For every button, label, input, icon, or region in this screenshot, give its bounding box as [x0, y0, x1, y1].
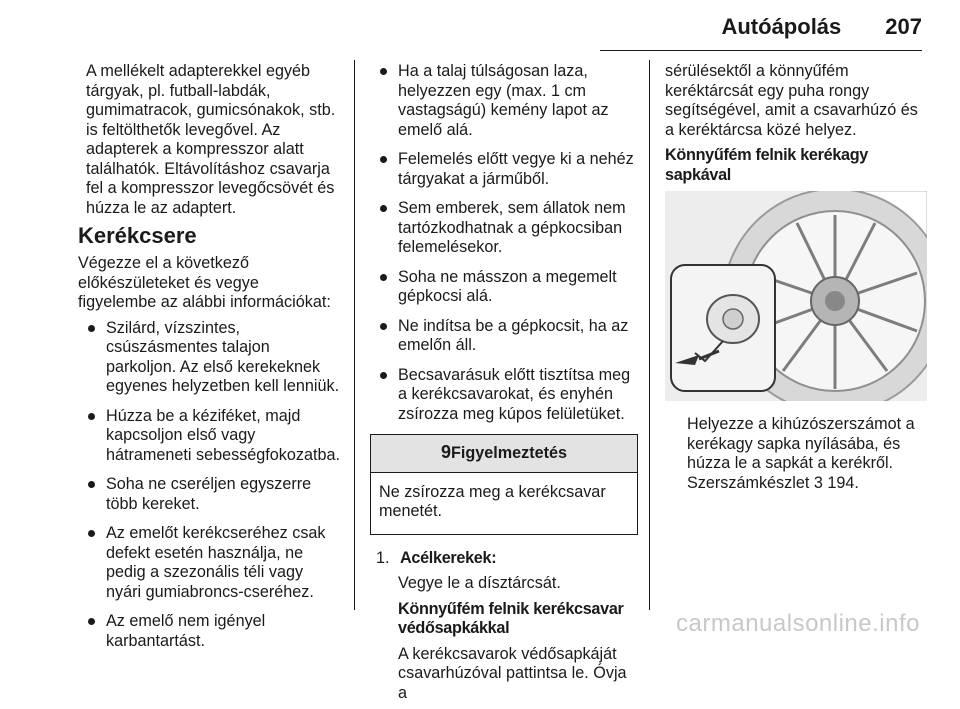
warning-text: Ne zsírozza meg a kerékcsavar menetét.: [379, 482, 606, 520]
warning-icon: 9: [440, 442, 451, 462]
column-divider-1: [354, 60, 355, 610]
page-number: 207: [885, 14, 922, 39]
list-item: Húzza be a kéziféket, majd kapcsoljon első vagy hátrameneti sebességfokozatba.: [78, 407, 340, 466]
intro-paragraph: A mellékelt adapterekkel egyéb tárgyak, pl. futball-labdák, gumimatracok, gumicsónakok, stb. is feltölthetők levegővel. Az adapterek a kompresszor alatt találhatók. Eltávolításhoz csavarja fel a kompresszor levegőcsövét és húzza le az adaptert.: [86, 62, 336, 217]
list-item: Soha ne másszon a megemelt gépkocsi alá.: [370, 268, 638, 307]
list-item: Becsavarásuk előtt tisztítsa meg a kerékcsavarokat, és enyhén zsírozza meg kúpos felületüket.: [370, 366, 638, 425]
section-heading: Kerékcsere: [78, 223, 197, 248]
precautions-list: [78, 319, 340, 652]
step-1: [370, 549, 638, 569]
list-item: Az emelő nem igényel karbantartást.: [78, 612, 340, 651]
sub-text: A kerékcsavarok védősapkáját csavarhúzóval pattintsa le. Óvja a: [398, 644, 627, 702]
page-reference-icon[interactable]: 3: [813, 473, 823, 492]
list-item: Az emelőt kerékcseréhez csak defekt esetén használja, ne pedig a szezonális téli vagy nyári gumiabroncs-cseréhez.: [78, 524, 340, 602]
list-item: Ne indítsa be a gépkocsit, ha az emelőn áll.: [370, 317, 638, 356]
sub-heading: Könnyűfém felnik kerékcsavar védősapkákkal: [398, 599, 624, 637]
list-item: Sem emberek, sem állatok nem tartózkodhatnak a gépkocsiban felemelésekor.: [370, 199, 638, 258]
lead-paragraph: Végezze el a következő előkészületeket és vegye figyelembe az alábbi információkat:: [78, 254, 331, 311]
list-item: Soha ne cseréljen egyszerre több kereket.: [78, 475, 340, 514]
section-title: Autóápolás: [721, 14, 842, 39]
warning-title: Figyelmeztetés: [450, 444, 568, 462]
page-reference[interactable]: 194.: [827, 473, 859, 492]
sub-heading: Könnyűfém felnik kerékagy sapkával: [665, 146, 869, 184]
figure-caption: [665, 415, 927, 493]
step-text: Vegye le a dísztárcsát.: [398, 574, 561, 592]
continued-text: sérülésektől a könnyűfém keréktárcsát egy puha rongy segítségével, amit a csavarhúzó és a keréktárcsa közé helyez.: [665, 62, 918, 139]
column-3: [665, 62, 927, 499]
list-item: Szilárd, vízszintes, csúszásmentes talajon parkoljon. Az első kerekeknek egyenes helyzetben kell lenniük.: [78, 319, 340, 397]
step-title: Acélkerekek:: [400, 548, 497, 567]
warning-header: [371, 435, 637, 473]
column-divider-2: [649, 60, 650, 610]
step-body: [370, 574, 638, 703]
list-item: Ha a talaj túlságosan laza, helyezzen egy (max. 1 cm vastagságú) kemény lapot az emelő alá.: [370, 62, 638, 140]
caption-text: Helyezze a kihúzószerszámot a kerékagy sapka nyílásába, és húzza le a sapkát a kerékről. Szerszámkészlet: [687, 415, 915, 492]
wheel-illustration-svg: [665, 191, 927, 401]
list-item: Felemelés előtt vegye ki a nehéz tárgyakat a járműből.: [370, 150, 638, 189]
watermark: carmanualsonline.info: [676, 610, 920, 637]
step-number: 1.: [376, 548, 390, 567]
column-1: [78, 62, 340, 661]
warning-box: [370, 434, 638, 535]
page-header: [600, 14, 922, 51]
column-2: [370, 62, 638, 709]
wheel-hub-cap-illustration: [665, 191, 927, 401]
precautions-list-continued: [370, 62, 638, 424]
